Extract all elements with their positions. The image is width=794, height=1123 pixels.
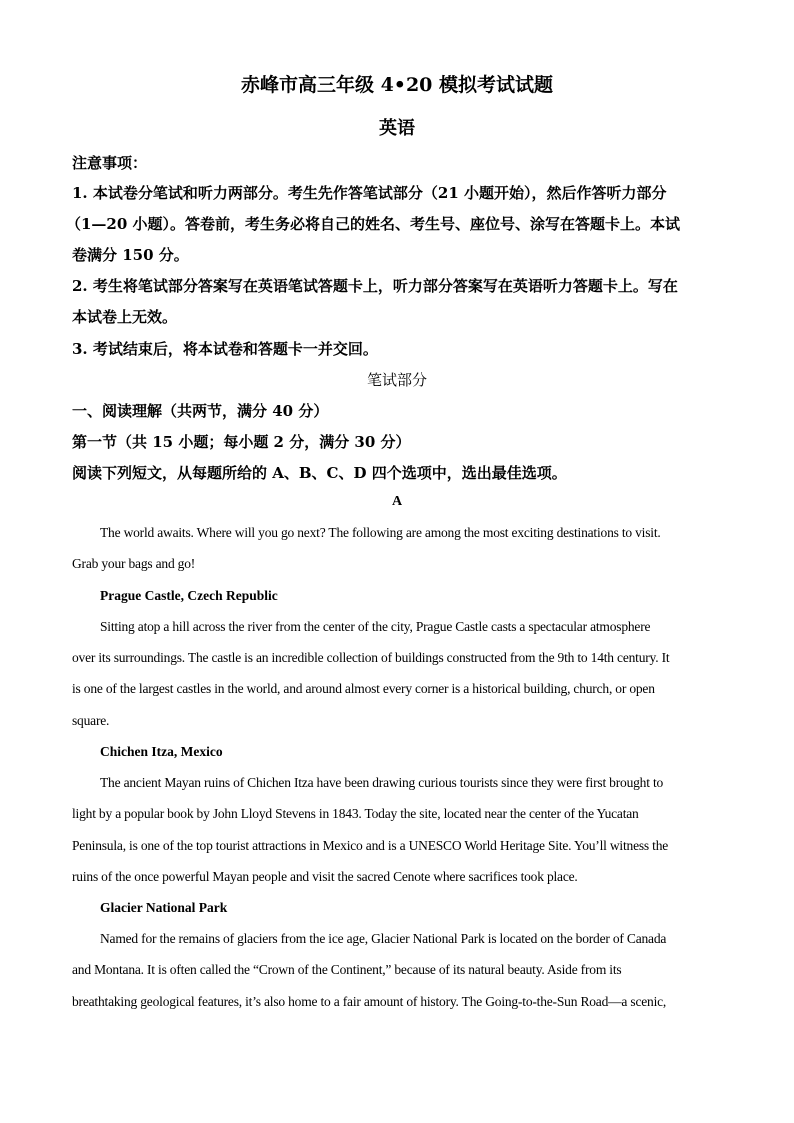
destination-heading: Prague Castle, Czech Republic bbox=[100, 588, 278, 603]
notice-line: 卷满分 150 分。 bbox=[72, 246, 189, 264]
passage-line: and Montana. It is often called the “Crown of the Continent,” because of its natural beauty. Aside from its bbox=[72, 962, 622, 977]
exam-title: 赤峰市高三年级 4•20 模拟考试试题 bbox=[240, 74, 554, 96]
section-title: 笔试部分 bbox=[366, 371, 427, 389]
destination-heading: Glacier National Park bbox=[100, 900, 228, 915]
part-heading: 一、阅读理解（共两节，满分 40 分） bbox=[72, 402, 329, 420]
subpart-heading: 第一节（共 15 小题；每小题 2 分，满分 30 分） bbox=[72, 433, 411, 451]
notice-line: 1. 本试卷分笔试和听力两部分。考生先作答笔试部分（21 小题开始），然后作答听力部分 bbox=[72, 184, 667, 202]
passage-line: over its surroundings. The castle is an incredible collection of buildings constructed from the 9th to 14th century. It bbox=[72, 650, 670, 665]
passage-line: is one of the largest castles in the world, and around almost every corner is a historical building, church, or open bbox=[72, 681, 655, 696]
passage-line: ruins of the once powerful Mayan people and visit the sacred Cenote where sacrifices took place. bbox=[72, 869, 578, 884]
passage-line: Sitting atop a hill across the river from the center of the city, Prague Castle casts a spectacular atmosphere bbox=[100, 619, 651, 634]
passage-line: The ancient Mayan ruins of Chichen Itza have been drawing curious tourists since they were first brought to bbox=[100, 775, 664, 790]
notice-line: 本试卷上无效。 bbox=[72, 308, 178, 326]
passage-line: breathtaking geological features, it’s also home to a fair amount of history. The Going-to-the-Sun Road—a scenic, bbox=[72, 994, 667, 1009]
notice-line: 3. 考试结束后，将本试卷和答题卡一并交回。 bbox=[72, 340, 378, 358]
notice-line: （1—20 小题）。答卷前，考生务必将自己的姓名、考生号、座位号、涂写在答题卡上。本试 bbox=[66, 215, 681, 233]
passage-line: light by a popular book by John Lloyd Stevens in 1843. Today the site, located near the center of the Yucatan bbox=[72, 806, 639, 821]
passage-line: Grab your bags and go! bbox=[72, 556, 196, 571]
destination-heading: Chichen Itza, Mexico bbox=[100, 744, 223, 759]
passage-label: A bbox=[391, 494, 403, 509]
passage-line: square. bbox=[72, 713, 110, 728]
passage-line: The world awaits. Where will you go next? The following are among the most exciting destinations to visit. bbox=[100, 525, 661, 540]
subject-title: 英语 bbox=[379, 118, 415, 139]
instruction-text: 阅读下列短文，从每题所给的 A、B、C、D 四个选项中，选出最佳选项。 bbox=[72, 464, 567, 482]
notice-label: 注意事项： bbox=[72, 154, 148, 172]
notice-line: 2. 考生将笔试部分答案写在英语笔试答题卡上，听力部分答案写在英语听力答题卡上。写在 bbox=[72, 277, 678, 295]
passage-line: Named for the remains of glaciers from the ice age, Glacier National Park is located on the border of Canada bbox=[100, 931, 667, 946]
passage-line: Peninsula, is one of the top tourist attractions in Mexico and is a UNESCO World Heritage Site. You’ll witness the bbox=[72, 838, 669, 853]
